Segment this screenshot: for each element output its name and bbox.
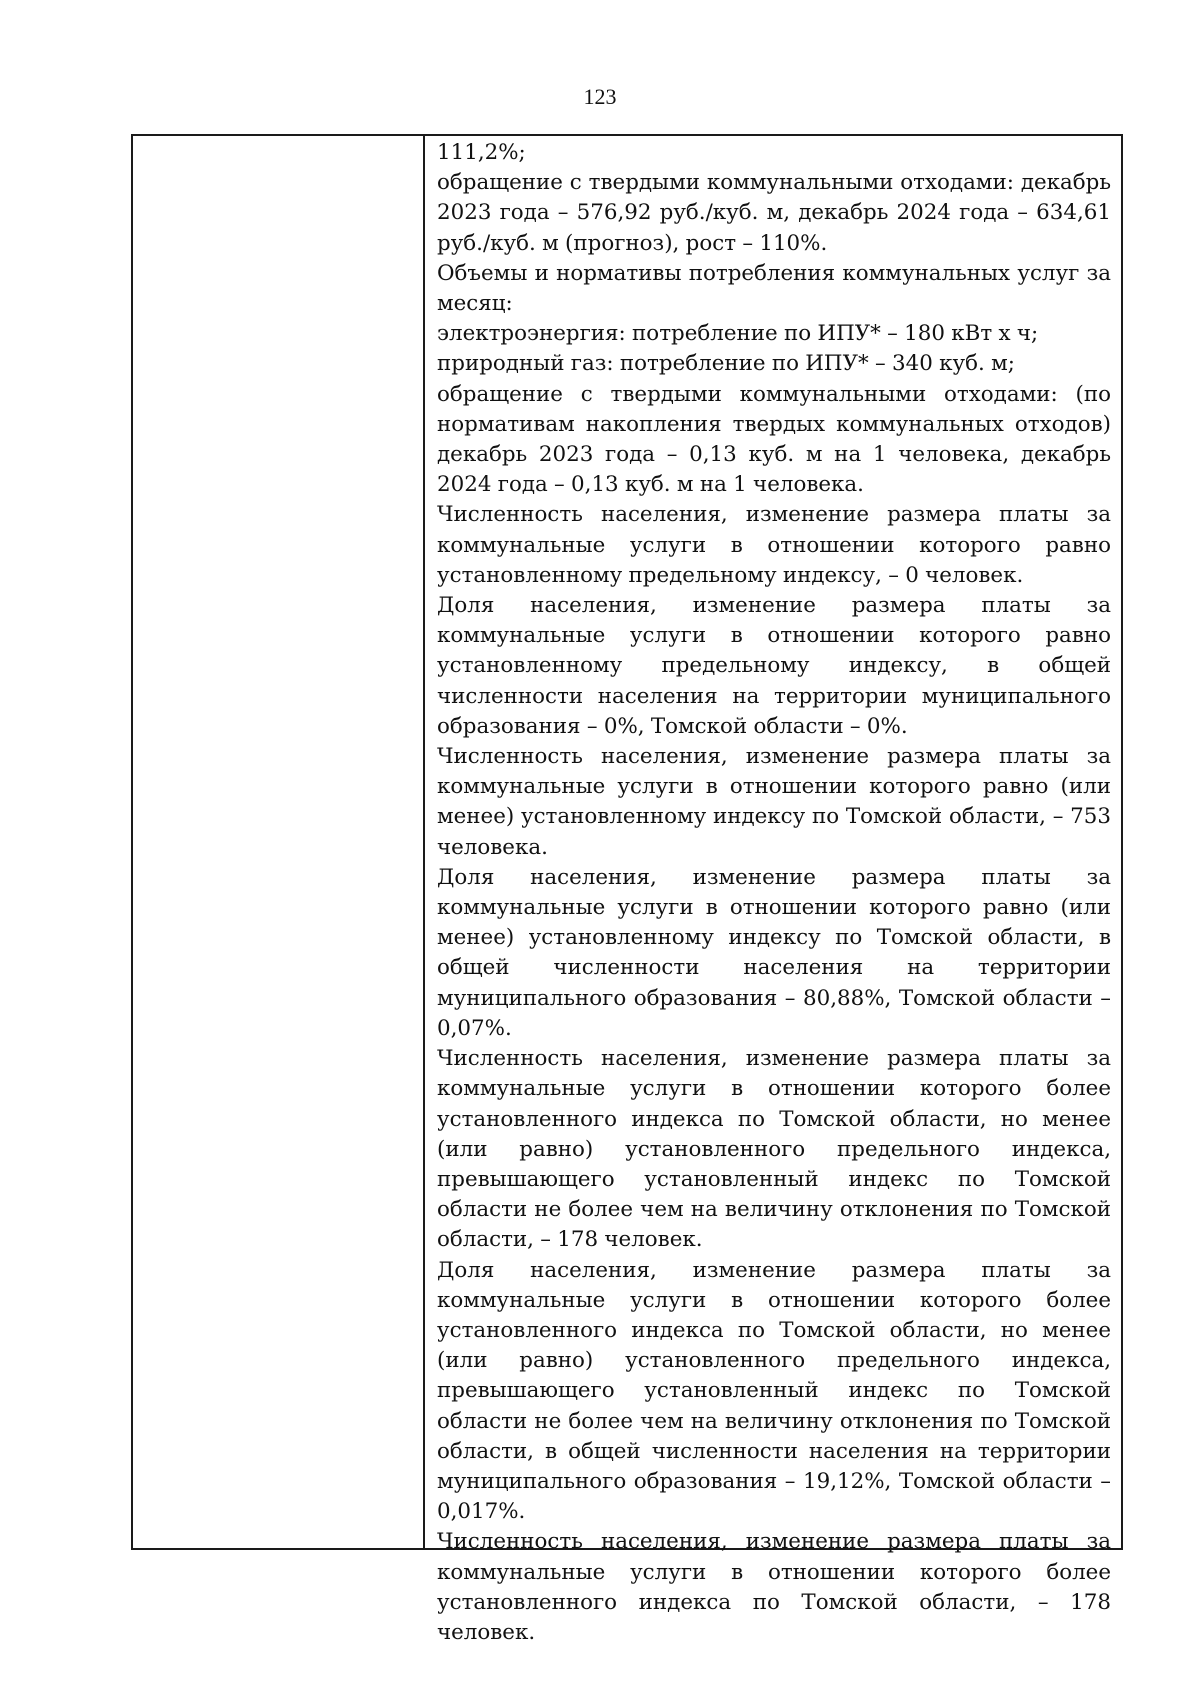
paragraph-electricity: электроэнергия: потребление по ИПУ* – 180 кВт х ч; <box>437 321 1039 347</box>
paragraph-share-above-index: Доля населения, изменение размера платы за коммунальные услуги в отношении которого более установленного индекса по Томской области, но менее (или равно) установленного предельного индекса, превышающего установленный индекс по Томской области не более чем на величину отклонения по Томской области, в общей численности населения на территории муниципального образования – 19,12%, Томской области – 0,017%. <box>437 1257 1111 1525</box>
document-table <box>131 134 1123 1645</box>
paragraph-consumption-heading: Объемы и нормативы потребления коммунальных услуг за месяц: <box>437 260 1111 317</box>
paragraph-population-exceeding: Численность населения, изменение размера платы за коммунальные услуги в отношении которого более установленного индекса по Томской области, – 178 человек. <box>437 1529 1111 1645</box>
paragraph-population-limit-index: Численность населения, изменение размера платы за коммунальные услуги в отношении которого равно установленному предельному индексу, – 0 человек. <box>437 502 1111 588</box>
page-number: 123 <box>583 84 617 109</box>
paragraph-waste-tariff: обращение с твердыми коммунальными отходами: декабрь 2023 года – 576,92 руб./куб. м, декабрь 2024 года – 634,61 руб./куб. м (прогноз), рост – 110%. <box>437 170 1111 256</box>
table-right-cell <box>425 136 1121 1645</box>
table-left-cell <box>133 136 425 1548</box>
paragraph-waste-norms: обращение с твердыми коммунальными отходами: (по нормативам накопления твердых коммунальных отходов) декабрь 2023 года – 0,13 куб. м на 1 человека, декабрь 2024 года – 0,13 куб. м на 1 человека. <box>437 381 1111 498</box>
paragraph-population-above-index: Численность населения, изменение размера платы за коммунальные услуги в отношении которого более установленного индекса по Томской области, но менее (или равно) установленного предельного индекса, превышающего установленный индекс по Томской области не более чем на величину отклонения по Томской области, – 178 человек. <box>437 1046 1111 1253</box>
paragraph-population-regional-index: Численность населения, изменение размера платы за коммунальные услуги в отношении которого равно (или менее) установленному индексу по Томской области, – 753 человека. <box>437 744 1111 860</box>
paragraph-natural-gas: природный газ: потребление по ИПУ* – 340 куб. м; <box>437 351 1015 377</box>
paragraph-tariff-growth: 111,2%; <box>437 140 526 165</box>
paragraph-share-limit-index: Доля населения, изменение размера платы за коммунальные услуги в отношении которого равно установленному предельному индексу, в общей численности населения на территории муниципального образования – 0%, Томской области – 0%. <box>437 593 1111 739</box>
paragraph-share-regional-index: Доля населения, изменение размера платы за коммунальные услуги в отношении которого равно (или менее) установленному индексу по Томской области, в общей численности населения на территории муниципального образования – 80,88%, Томской области – 0,07%. <box>437 864 1111 1041</box>
